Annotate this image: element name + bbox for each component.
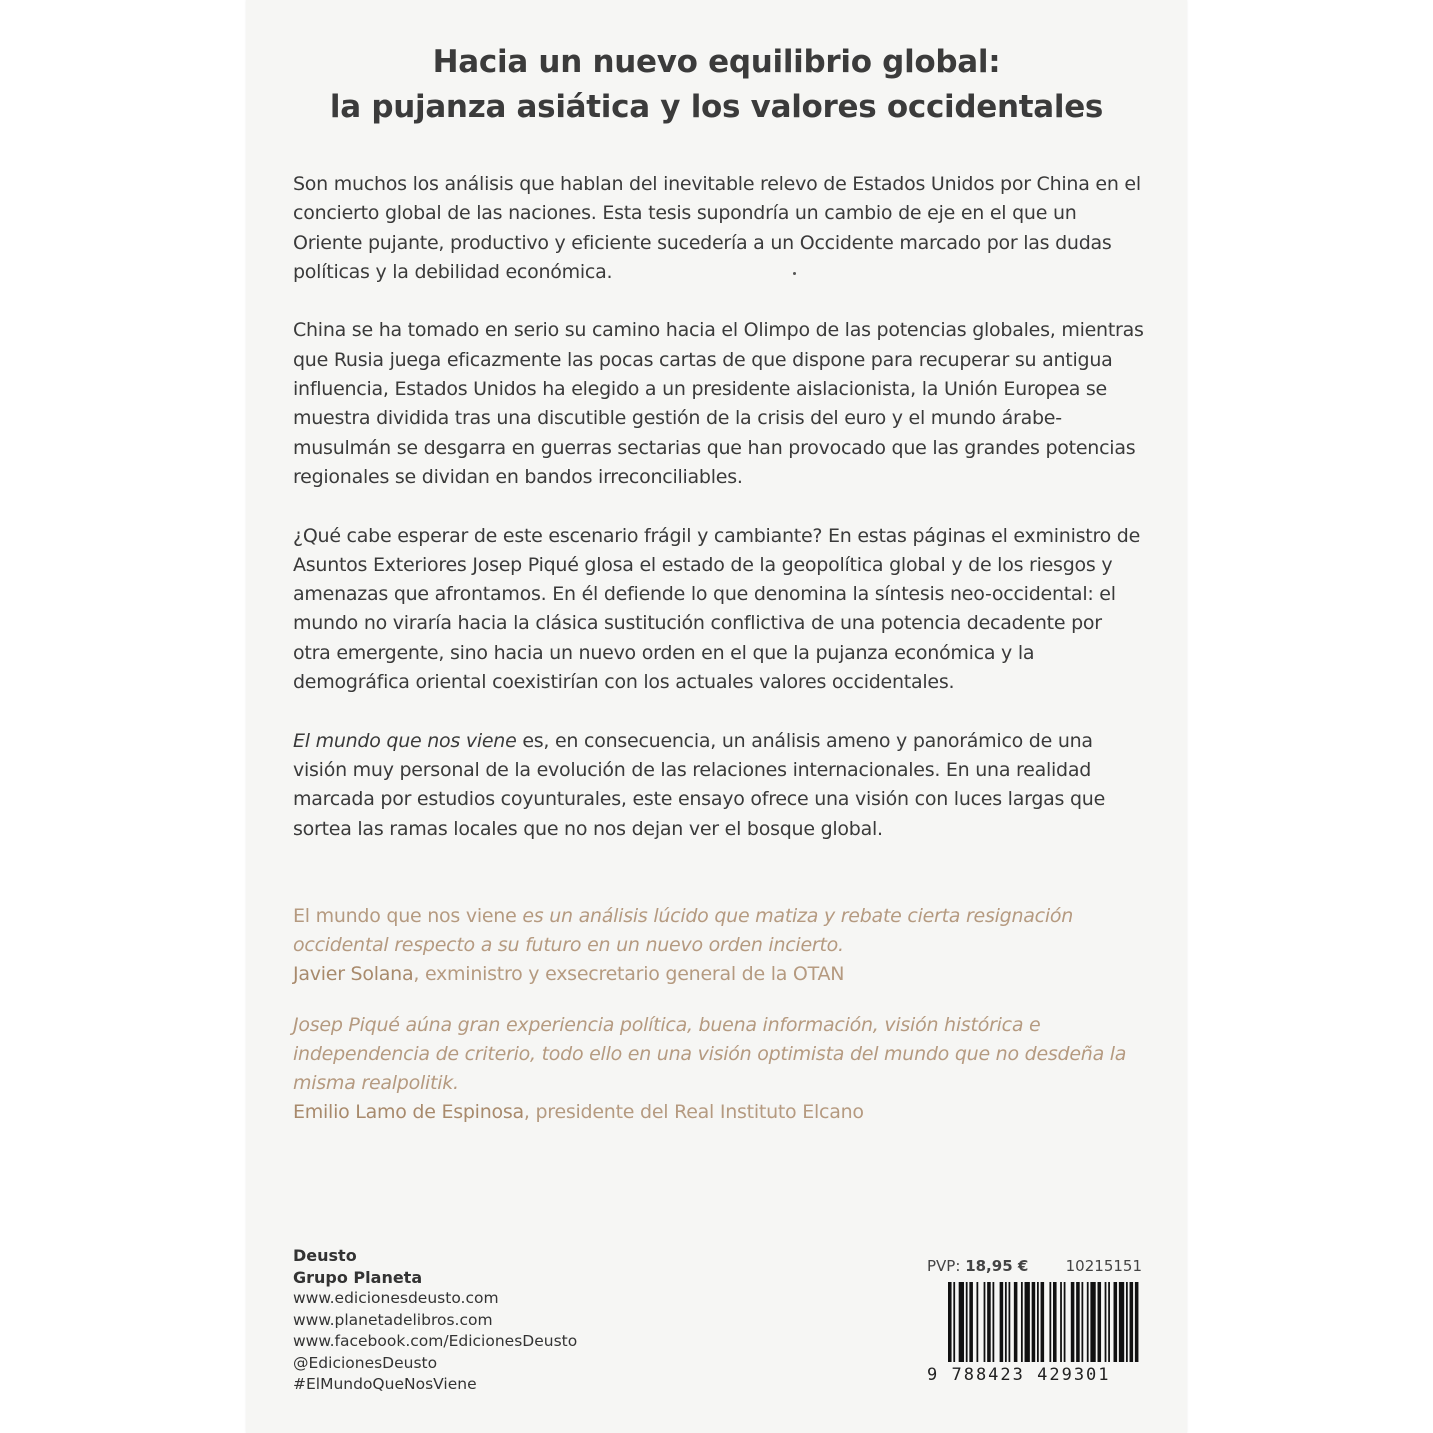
barcode-bar (953, 1282, 955, 1362)
barcode-bar (1071, 1282, 1075, 1362)
barcode-bar (1060, 1282, 1062, 1362)
price-value: 18,95 € (965, 1257, 1029, 1275)
publisher-handle: @EdicionesDeusto (293, 1353, 438, 1372)
endorsement-attribution (293, 960, 1145, 989)
endorsements (293, 902, 1145, 1149)
barcode-bar (1037, 1282, 1039, 1362)
publisher-group: Grupo Planeta (293, 1267, 423, 1287)
barcode-bar (1135, 1282, 1139, 1362)
synopsis-paragraph-4 (293, 727, 1145, 844)
barcode-bar (1005, 1282, 1007, 1362)
book-back-cover (246, 0, 1187, 1433)
barcode-bar (1114, 1282, 1118, 1362)
barcode-bar (984, 1282, 986, 1362)
endorsement-lamo (293, 1011, 1145, 1127)
barcode-bar (987, 1282, 991, 1362)
endorsement-author: Javier Solana (293, 963, 414, 985)
endorsement-attribution (293, 1098, 1145, 1127)
endorsement-author: Emilio Lamo de Espinosa (293, 1101, 524, 1123)
publisher-hashtag: #ElMundoQueNosViene (293, 1375, 477, 1393)
barcode-bar (1105, 1282, 1107, 1362)
barcode-bar (1090, 1282, 1095, 1362)
barcode-bar (1021, 1282, 1023, 1362)
publisher-link: www.facebook.com/EdicionesDeusto (293, 1332, 578, 1350)
barcode-bar (1053, 1282, 1057, 1362)
product-code: 10215151 (1065, 1257, 1142, 1275)
barcode-bar (969, 1282, 973, 1362)
price-info (927, 1257, 1142, 1275)
publisher-link: www.planetadelibros.com (293, 1310, 493, 1329)
barcode-bar (1041, 1282, 1045, 1362)
publisher-name: Deusto (293, 1246, 357, 1265)
barcode-bar (1000, 1282, 1004, 1362)
synopsis-paragraph-4-text: es, en consecuencia, un análisis ameno y panorámico de una visión muy personal de la evolución de las relaciones internacionales. En una realidad marcada por estudios coyunturales, este ensayo ofrece una visión con luces largas que sortea las ramas locales que no nos dejan ver el bosque global. (293, 729, 1106, 840)
heading-line-1: Hacia un nuevo equilibrio global: (432, 44, 1001, 80)
heading-line-2: la pujanza asiática y los valores occidentales (329, 89, 1104, 125)
barcode-bar (976, 1282, 978, 1362)
barcode-bar (1025, 1282, 1030, 1362)
book-title-italic: El mundo que nos viene (293, 729, 517, 752)
barcode-bar (959, 1282, 964, 1362)
barcode-bar (1064, 1282, 1066, 1362)
publisher-info (293, 1245, 577, 1396)
barcode-bar (1049, 1282, 1051, 1362)
endorsement-text (293, 902, 1145, 960)
barcode-bar (1098, 1282, 1102, 1362)
barcode-bar (1108, 1282, 1110, 1362)
cover-heading (246, 40, 1187, 130)
barcode-bar (1009, 1282, 1011, 1362)
endorsement-body: es un análisis lúcido que matiza y rebate cierta resignación occidental respecto a su futuro en un nuevo orden incierto. (293, 905, 1074, 956)
endorsement-text: Josep Piqué aúna gran experiencia política, buena información, visión histórica e independencia de criterio, todo ello en una visión optimista del mundo que no desdeña la misma realpolitik. (293, 1014, 1127, 1094)
barcode-bar (1081, 1282, 1083, 1362)
isbn-barcode (948, 1282, 1142, 1362)
barcode-bar (966, 1282, 968, 1362)
endorsement-author-role: , exministro y exsecretario general de la OTAN (413, 963, 845, 985)
barcode-bar (948, 1282, 952, 1362)
synopsis (293, 170, 1145, 873)
barcode-bar (1032, 1282, 1036, 1362)
isbn-number: 9 788423 429301 (927, 1365, 1111, 1385)
synopsis-paragraph-3: ¿Qué cabe esperar de este escenario frágil y cambiante? En estas páginas el exministro de Asuntos Exteriores Josep Piqué glosa el estado de la geopolítica global y de los riesgos y amenazas que afrontamos. En él defiende lo que denomina la síntesis neo-occidental: el mundo no viraría hacia la clásica sustitución conflictiva de una potencia decadente por otra emergente, sino hacia un nuevo orden en el que la pujanza económica y la demográfica oriental coexistirían con los actuales valores occidentales. (293, 524, 1141, 694)
barcode-bar (1014, 1282, 1018, 1362)
barcode-bar (1076, 1282, 1080, 1362)
barcode-bar (1087, 1282, 1089, 1362)
endorsement-author-role: , presidente del Real Instituto Elcano (523, 1101, 864, 1123)
barcode-bar (992, 1282, 994, 1362)
publisher-link: www.edicionesdeusto.com (293, 1289, 499, 1307)
barcode-bar (1126, 1282, 1128, 1362)
price-label: PVP: (927, 1257, 966, 1275)
endorsement-solana (293, 902, 1145, 989)
barcode-bar (1130, 1282, 1134, 1362)
barcode-bar (1119, 1282, 1124, 1362)
synopsis-paragraph-2: China se ha tomado en serio su camino hacia el Olimpo de las potencias globales, mientras que Rusia juega eficazmente las pocas cartas de que dispone para recuperar su antigua influencia, Estados Unidos ha elegido a un presidente aislacionista, la Unión Europea se muestra dividida tras una discutible gestión de la crisis del euro y el mundo árabe-musulmán se desgarra en guerras sectarias que han provocado que las grandes potencias regionales se dividan en bandos irreconciliables. (293, 319, 1144, 488)
endorsement-book-title: El mundo que nos viene (293, 905, 517, 927)
synopsis-paragraph-1: Son muchos los análisis que hablan del inevitable relevo de Estados Unidos por China en el concierto global de las naciones. Esta tesis supondría un cambio de eje en el que un Oriente pujante, productivo y eficiente sucedería a un Occidente marcado por las dudas políticas y la debilidad económica. (293, 173, 1141, 283)
